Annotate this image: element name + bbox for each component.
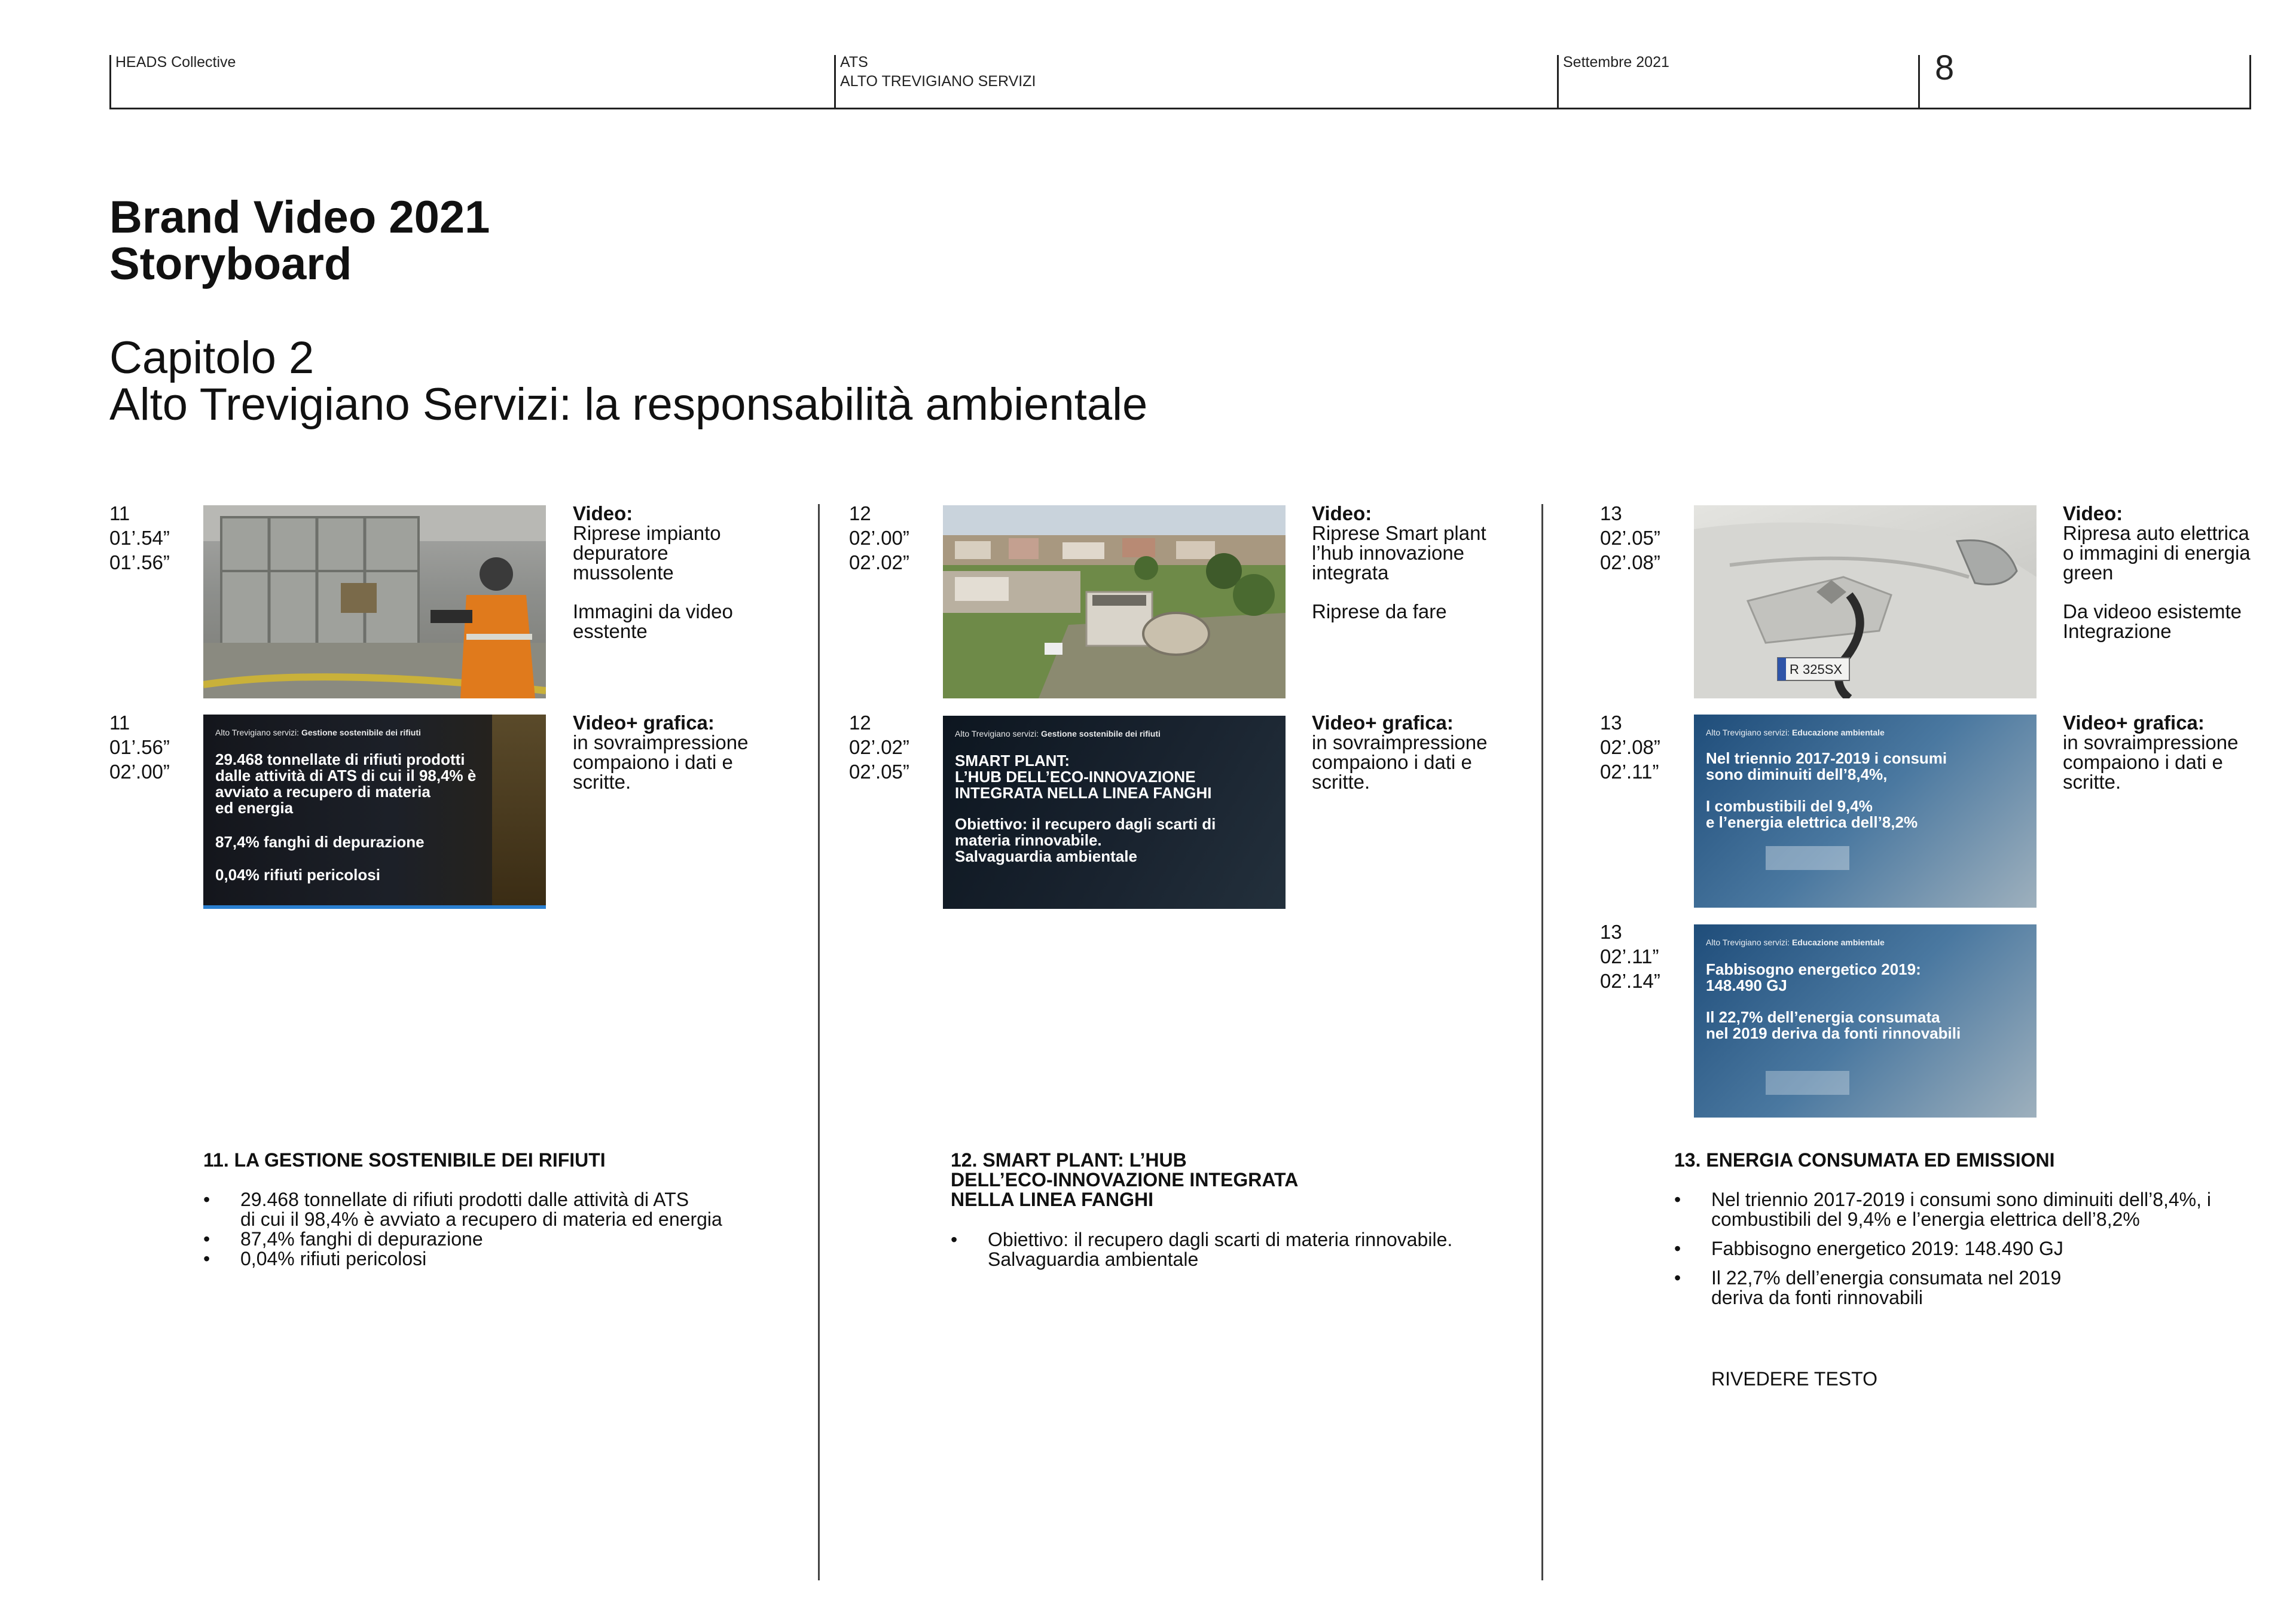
scene-12b-thumbnail	[943, 716, 1286, 909]
time-out: 02’.14”	[1600, 970, 1660, 992]
scene-11a-timecode	[109, 501, 170, 575]
header-divider-2	[834, 55, 836, 109]
time-out: 02’.00”	[109, 761, 170, 783]
bullet-item: • Fabbisogno energetico 2019: 148.490 GJ	[1674, 1239, 2211, 1259]
header-rule	[109, 108, 2251, 109]
overlay-text-1: Fabbisogno energetico 2019: 148.490 GJ	[1706, 960, 1921, 994]
header-divider-4	[1918, 55, 1920, 109]
overlay-text-2: 87,4% fanghi di depurazione	[215, 833, 425, 851]
page-title	[109, 194, 490, 288]
overlay-text-2: Obiettivo: il recupero dagli scarti di materia rinnovabile. Salvaguardia ambientale	[955, 815, 1216, 865]
electric-car-illustration	[1694, 505, 2037, 698]
summary-12-title: 12. SMART PLANT: L’HUB DELL’ECO-INNOVAZIONE INTEGRATA NELLA LINEA FANGHI	[951, 1149, 1299, 1210]
scene-13b-thumbnail	[1694, 715, 2037, 908]
scene-11a-thumbnail	[203, 505, 546, 698]
overlay-label-topic: Gestione sostenibile dei rifiuti	[301, 728, 421, 737]
time-in: 02’.08”	[1600, 736, 1660, 758]
overlay-label-prefix: Alto Trevigiano servizi:	[1706, 938, 1790, 947]
scene-number: 13	[1600, 921, 1622, 943]
overlay-label-prefix: Alto Trevigiano servizi:	[955, 729, 1039, 738]
scene-11b-timecode	[109, 710, 170, 784]
license-plate-text: R 325SX	[1790, 662, 1843, 677]
scene-13b-description	[2063, 713, 2260, 792]
overlay-label-prefix: Alto Trevigiano servizi:	[1706, 728, 1790, 737]
overlay-text-2: I combustibili del 9,4% e l’energia elettrica dell’8,2%	[1706, 797, 1918, 831]
overlay-label-prefix: Alto Trevigiano servizi:	[215, 728, 300, 737]
page-number: 8	[1935, 48, 1955, 87]
time-out: 02’.11”	[1600, 761, 1659, 783]
time-out: 02’.05”	[849, 761, 909, 783]
summary-13-bullets	[1674, 1190, 2211, 1308]
overlay-label	[1706, 938, 1885, 947]
overlay-label	[1706, 728, 1885, 737]
desc-note: Da videoo esistemte Integrazione	[2063, 600, 2242, 642]
time-in: 02’.00”	[849, 527, 909, 549]
scene-12b-timecode	[849, 710, 909, 784]
header-client-short: ATS	[840, 54, 868, 71]
time-out: 01’.56”	[109, 551, 170, 573]
column-divider-2	[1541, 504, 1543, 1580]
desc-body: Riprese Smart plant l’hub innovazione integrata	[1312, 522, 1486, 584]
time-in: 02’.05”	[1600, 527, 1660, 549]
desc-heading: Video+ grafica:	[1312, 712, 1454, 734]
overlay-text-1: Nel triennio 2017-2019 i consumi sono diminuiti dell’8,4%,	[1706, 749, 1947, 783]
header-divider-right	[2249, 55, 2251, 109]
overlay-text-3: 0,04% rifiuti pericolosi	[215, 866, 380, 884]
scene-number: 13	[1600, 502, 1622, 524]
chapter-title	[109, 332, 1148, 430]
scene-13a-thumbnail	[1694, 505, 2037, 698]
desc-note: Immagini da video esstente	[573, 600, 733, 642]
overlay-label-topic: Educazione ambientale	[1791, 728, 1885, 737]
desc-body: in sovraimpressione compaiono i dati e scritte.	[2063, 731, 2239, 793]
bullet-item: • Il 22,7% dell’energia consumata nel 2019 deriva da fonti rinnovabili	[1674, 1268, 2211, 1308]
aerial-plant-illustration	[943, 505, 1286, 698]
summary-13-title: 13. ENERGIA CONSUMATA ED EMISSIONI	[1674, 1149, 2055, 1171]
summary-11-title: 11. LA GESTIONE SOSTENIBILE DEI RIFIUTI	[203, 1149, 606, 1171]
scene-13c-thumbnail	[1694, 924, 2037, 1118]
bullet-item: • 87,4% fanghi di depurazione	[203, 1229, 722, 1249]
scene-11a-description	[573, 503, 770, 641]
chapter-title-line1: Capitolo 2	[109, 332, 315, 383]
worker-plant-illustration	[203, 505, 546, 698]
desc-heading: Video+ grafica:	[573, 712, 715, 734]
summary-12-bullets	[951, 1230, 1452, 1269]
scene-13b-timecode	[1600, 710, 1660, 784]
bullet-item: • Obiettivo: il recupero dagli scarti di materia rinnovabile. Salvaguardia ambientale	[951, 1230, 1452, 1269]
overlay-label-topic: Educazione ambientale	[1791, 938, 1885, 947]
header-divider-left	[109, 55, 111, 109]
desc-body: in sovraimpressione compaiono i dati e scritte.	[573, 731, 749, 793]
header-company: HEADS Collective	[115, 54, 236, 71]
time-in: 01’.54”	[109, 527, 170, 549]
scene-number: 13	[1600, 712, 1622, 734]
scene-13a-description	[2063, 503, 2260, 641]
overlay-label	[955, 729, 1161, 738]
review-note: RIVEDERE TESTO	[1711, 1368, 1877, 1390]
overlay-text-1: 29.468 tonnellate di rifiuti prodotti dalle attività di ATS di cui il 98,4% è avviato a recupero di materia ed energia	[215, 750, 477, 817]
overlay-text-2: Il 22,7% dell’energia consumata nel 2019 deriva da fonti rinnovabili	[1706, 1008, 1961, 1042]
overlay-label-topic: Gestione sostenibile dei rifiuti	[1040, 729, 1161, 738]
summary-11-bullets	[203, 1190, 722, 1269]
desc-heading: Video:	[573, 502, 633, 524]
time-out: 02’.02”	[849, 551, 909, 573]
time-out: 02’.08”	[1600, 551, 1660, 573]
scene-11b-thumbnail	[203, 715, 546, 909]
scene-number: 11	[109, 502, 130, 524]
bullet-item: • Nel triennio 2017-2019 i consumi sono diminuiti dell’8,4%, i combustibili del 9,4% e l’energia elettrica dell’8,2%	[1674, 1190, 2211, 1229]
header-divider-3	[1557, 55, 1559, 109]
scene-number: 11	[109, 712, 130, 734]
chapter-title-line2: Alto Trevigiano Servizi: la responsabilità ambientale	[109, 379, 1148, 430]
scene-number: 12	[849, 502, 871, 524]
desc-heading: Video:	[1312, 502, 1372, 524]
scene-12a-description	[1312, 503, 1509, 621]
scene-12b-description	[1312, 713, 1509, 792]
bullet-item: • 0,04% rifiuti pericolosi	[203, 1249, 722, 1269]
time-in: 01’.56”	[109, 736, 170, 758]
scene-number: 12	[849, 712, 871, 734]
header-date: Settembre 2021	[1563, 54, 1669, 71]
desc-body: in sovraimpressione compaiono i dati e scritte.	[1312, 731, 1488, 793]
time-in: 02’.11”	[1600, 945, 1659, 967]
desc-heading: Video:	[2063, 502, 2123, 524]
time-in: 02’.02”	[849, 736, 909, 758]
scene-13a-timecode	[1600, 501, 1660, 575]
column-divider-1	[818, 504, 820, 1580]
overlay-label	[215, 728, 421, 737]
desc-note: Riprese da fare	[1312, 600, 1447, 622]
scene-11b-description	[573, 713, 770, 792]
scene-13c-timecode	[1600, 920, 1660, 993]
overlay-text-1: SMART PLANT: L’HUB DELL’ECO-INNOVAZIONE INTEGRATA NELLA LINEA FANGHI	[955, 752, 1212, 802]
scene-12a-timecode	[849, 501, 909, 575]
page-title-line2: Storyboard	[109, 239, 352, 289]
page-title-line1: Brand Video 2021	[109, 192, 490, 243]
desc-body: Ripresa auto elettrica o immagini di energia green	[2063, 522, 2251, 584]
header-client-full: ALTO TREVIGIANO SERVIZI	[840, 73, 1036, 90]
desc-body: Riprese impianto depuratore mussolente	[573, 522, 721, 584]
desc-heading: Video+ grafica:	[2063, 712, 2205, 734]
bullet-item: • 29.468 tonnellate di rifiuti prodotti dalle attività di ATS di cui il 98,4% è avviato a recupero di materia ed energia	[203, 1190, 722, 1229]
scene-12a-thumbnail	[943, 505, 1286, 698]
